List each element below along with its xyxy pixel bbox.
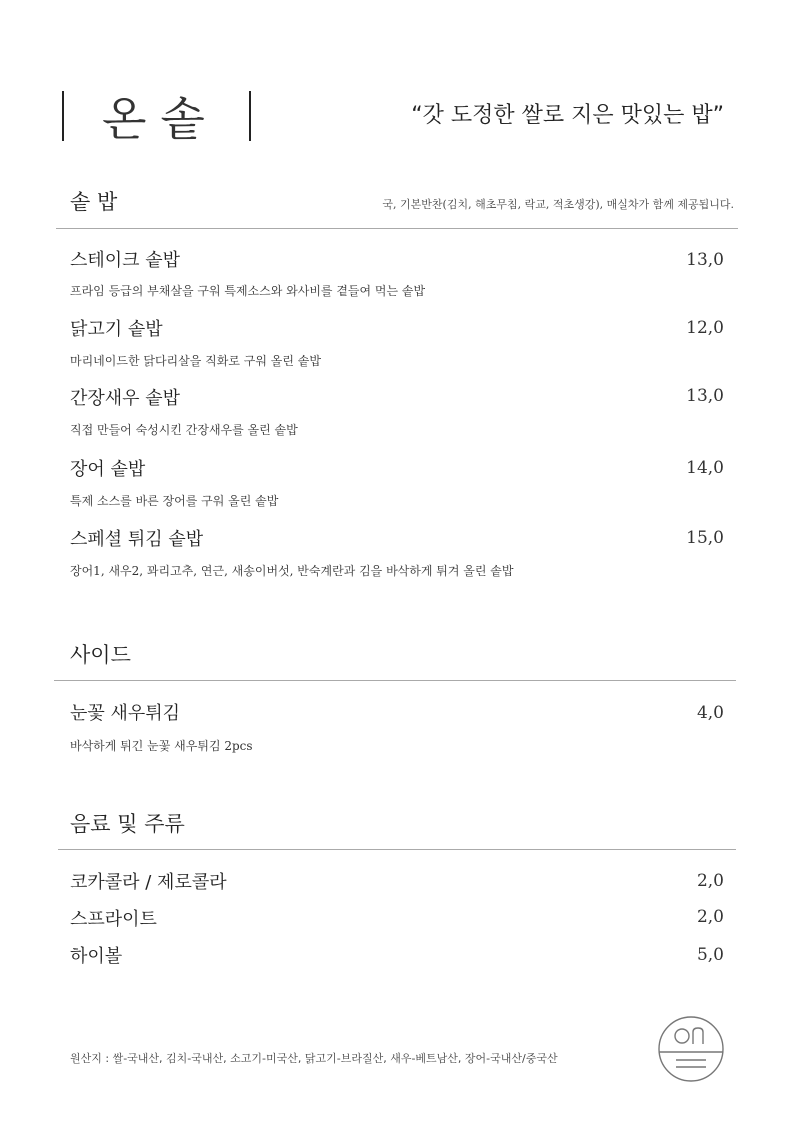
menu-item-name: 닭고기 솥밥 (70, 319, 163, 340)
menu-item-price: 4,0 (696, 703, 724, 723)
menu-item-price: 13,0 (686, 250, 724, 270)
menu-item-desc: 바삭하게 튀긴 눈꽃 새우튀김 2pcs (70, 739, 253, 753)
menu-item-desc: 마리네이드한 닭다리살을 직화로 구워 올린 솥밥 (70, 354, 321, 368)
menu-item-name: 장어 솥밥 (70, 459, 146, 480)
menu-item-price: 14,0 (686, 458, 724, 478)
menu-item-name: 하이볼 (70, 946, 123, 967)
menu-item-price: 12,0 (686, 318, 724, 338)
section-title-side: 사이드 (70, 643, 131, 667)
menu-item-name: 코카콜라 / 제로콜라 (70, 872, 227, 893)
section-divider (58, 849, 736, 850)
section-divider (56, 228, 738, 229)
section-title-drinks: 음료 및 주류 (70, 812, 185, 836)
section-note-sotbap: 국, 기본반찬(김치, 해초무침, 락교, 적초생강), 매실차가 함께 제공됩니다. (382, 198, 734, 211)
menu-item-desc: 프라임 등급의 부채살을 구워 특제소스와 와사비를 곁들여 먹는 솥밥 (70, 284, 426, 298)
menu-item-name: 눈꽃 새우튀김 (70, 703, 181, 724)
section-title-sotbap: 솥 밥 (70, 190, 118, 214)
onsot-logo-icon (656, 1014, 726, 1084)
menu-item-name: 스페셜 튀김 솥밥 (70, 529, 204, 550)
origin-info: 원산지 : 쌀-국내산, 김치-국내산, 소고기-미국산, 닭고기-브라질산, 새우-베트남산, 장어-국내산/중국산 (70, 1052, 558, 1065)
menu-item-desc: 특제 소스를 바른 장어를 구워 올린 솥밥 (70, 494, 279, 508)
brand-name: 온솥 (102, 92, 219, 146)
brand-bar-left (62, 91, 64, 141)
section-divider (54, 680, 736, 681)
menu-item-name: 간장새우 솥밥 (70, 388, 181, 409)
menu-item-price: 2,0 (696, 907, 724, 927)
tagline: “갓 도정한 쌀로 지은 맛있는 밥” (411, 103, 724, 128)
menu-item-name: 스테이크 솥밥 (70, 250, 181, 271)
menu-item-desc: 장어1, 새우2, 꽈리고추, 연근, 새송이버섯, 반숙계란과 김을 바삭하게 튀겨 올린 솥밥 (70, 564, 514, 578)
brand-logotype (62, 88, 251, 144)
brand-bar-right (249, 91, 251, 141)
menu-item-price: 13,0 (686, 386, 724, 406)
menu-item-price: 5,0 (696, 945, 724, 965)
menu-item-desc: 직접 만들어 숙성시킨 간장새우를 올린 솥밥 (70, 423, 298, 437)
menu-item-price: 15,0 (686, 528, 724, 548)
menu-item-name: 스프라이트 (70, 909, 157, 930)
menu-item-price: 2,0 (696, 871, 724, 891)
